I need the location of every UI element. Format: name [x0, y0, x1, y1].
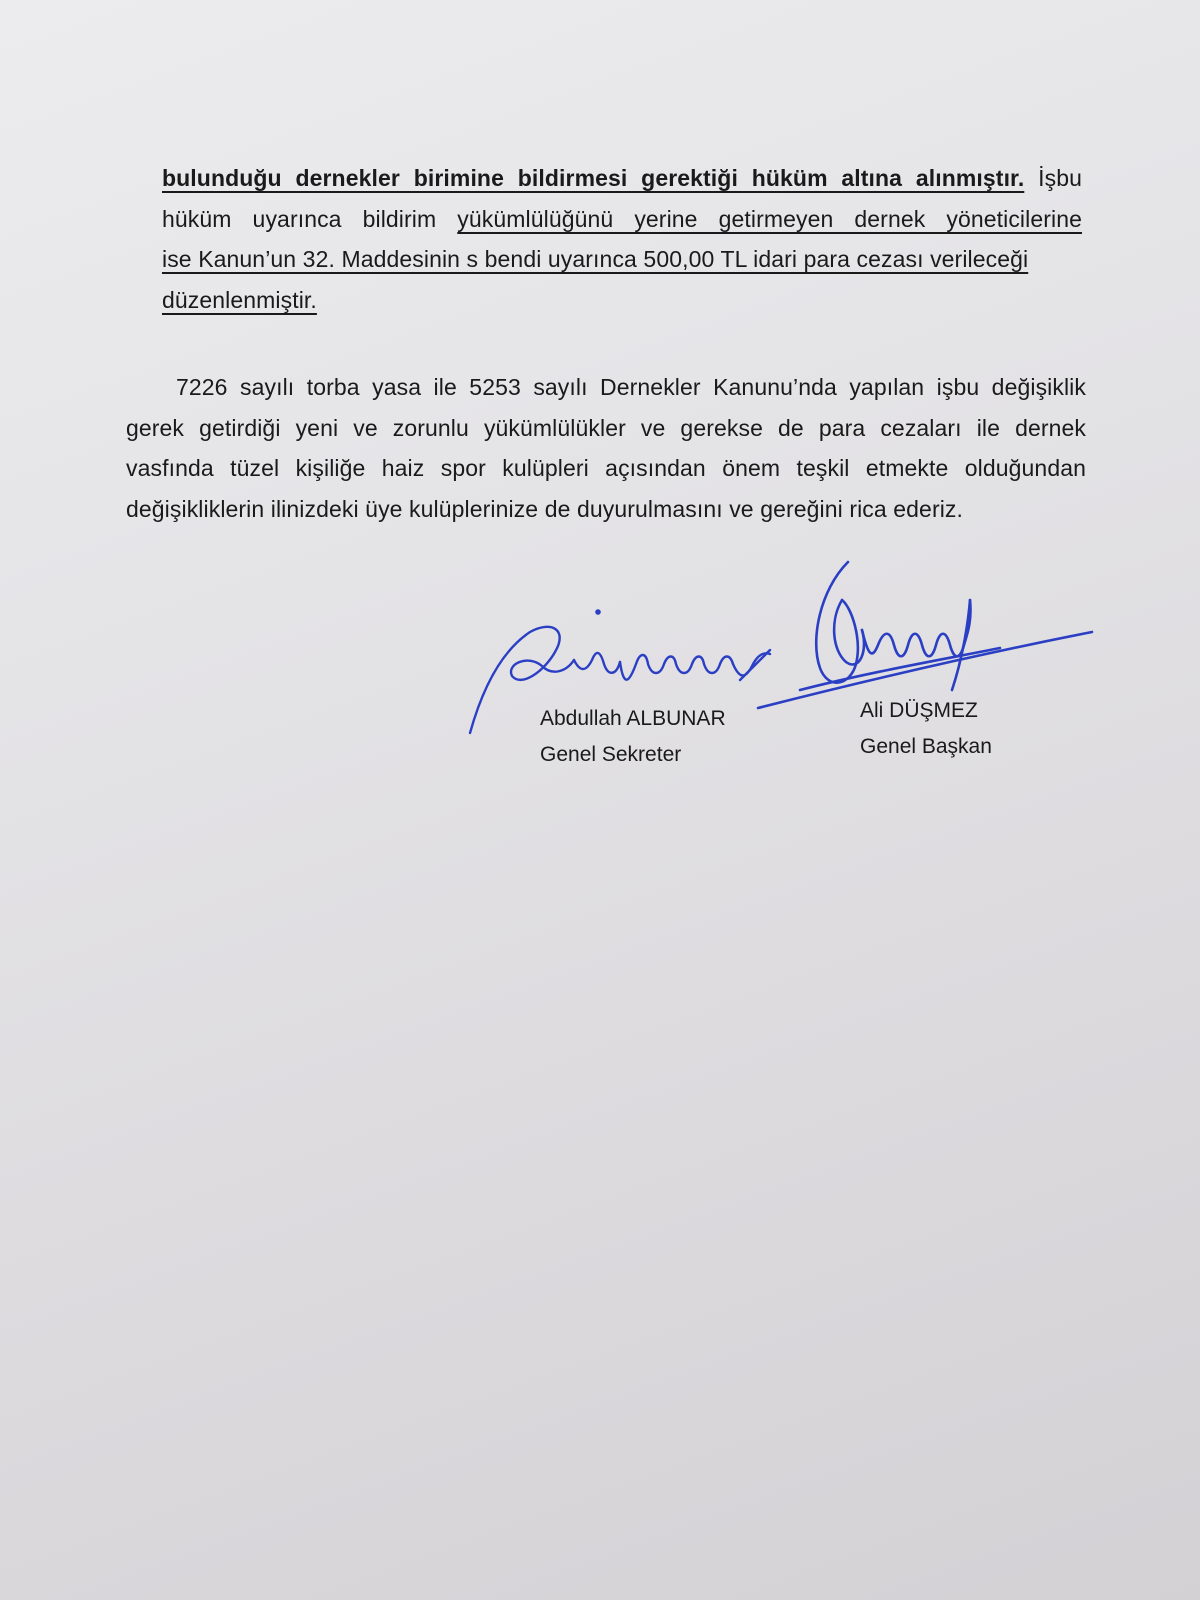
signatory-title: Genel Sekreter [540, 743, 682, 766]
paragraph-request [126, 367, 1086, 529]
text-segment: hüküm uyarınca bildirim [162, 205, 458, 232]
underlined-text: yükümlülüğünü yerine getirmeyen dernek yöneticilerine [457, 205, 1082, 232]
signatory-name: Abdullah ALBUNAR [540, 707, 726, 730]
signatory-block-right [860, 693, 992, 765]
signatory-title: Genel Başkan [860, 735, 992, 758]
bold-underlined-text: bulunduğu dernekler birimine bildirmesi gerektiği hüküm altına alınmıştır. [162, 165, 1025, 191]
text-segment: İşbu [1024, 165, 1082, 191]
paragraph-2-line-1: 7226 sayılı torba yasa ile 5253 sayılı Dernekler Kanunu’nda yapılan işbu değişiklik [176, 374, 1086, 400]
paragraph-2-line-3: vasfında tüzel kişiliğe haiz spor kulüpleri açısından önem teşkil etmekte olduğundan [126, 455, 1086, 481]
underlined-text: ise Kanun’un 32. Maddesinin s bendi uyarınca 500,00 TL idari para cezası verileceği [162, 246, 1029, 272]
paragraph-1-line-4 [162, 280, 1082, 321]
paragraph-1-line-3 [162, 239, 1082, 280]
paragraph-obligation [162, 158, 1082, 320]
signatory-block-left [540, 701, 726, 773]
underlined-text: düzenlenmiştir. [162, 286, 317, 313]
signatory-name: Ali DÜŞMEZ [860, 699, 978, 722]
paragraph-1-line-1 [162, 158, 1082, 199]
paragraph-2-line-2: gerek getirdiği yeni ve zorunlu yükümlülükler ve gerekse de para cezaları ile dernek [126, 414, 1086, 441]
paragraph-2-line-4: değişikliklerin ilinizdeki üye kulüplerinize de duyurulmasını ve gereğini rica ederiz. [126, 495, 964, 522]
handwritten-signature-right [758, 562, 1092, 708]
paragraph-1-line-2 [162, 199, 1082, 240]
